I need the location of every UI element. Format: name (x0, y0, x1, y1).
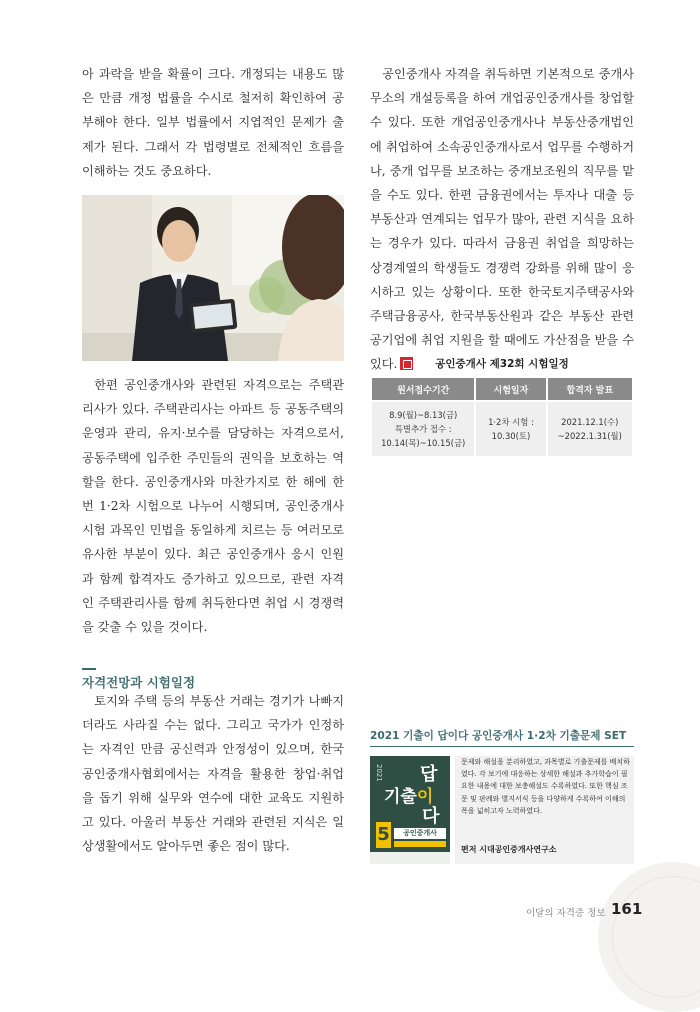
book-title-part: 기출 (384, 787, 417, 807)
cell-line: 8.9(월)~8.13(금) (389, 410, 458, 420)
exam-date-cell (476, 400, 545, 456)
book-band (394, 841, 446, 847)
page-number: 161 (611, 900, 643, 918)
book-cover-image (370, 756, 450, 864)
paragraph: 한편 공인중개사와 관련된 자격으로는 주택관리사가 있다. 주택관리사는 아파트 등 공동주택의 운영과 관리, 유지·보수를 담당하는 자격으로서, 공동주택에 입주한 주민들의 권익을 보호하는 역할을 한다. 공인중개사와 마찬가지로 한 해에 한 번 1·2차 시험으로 나누어 시행되며, 공인중개사 시험 과목인 민법을 동일하게 치르는 등 여러모로 유사한 부분이 있다. 최근 공인중개사 응시 인원과 함께 합격자도 증가하고 있으므로, 관련 자격인 주택관리사를 함께 취득한다면 취업 시 경쟁력을 갖출 수 있을 것이다. (82, 378, 344, 635)
table-header: 합격자 발표 (548, 378, 633, 400)
application-period-cell (372, 400, 474, 456)
paragraph: 공인중개사 자격을 취득하면 기본적으로 중개사무소의 개설등록을 하여 개업공인중개사를 창업할 수 있다. 또한 개업공인중개사나 부동산중개법인에 취업하여 소속공인중개사로서 업무를 수행하거나, 중개 업무를 보조하는 중개보조원의 직무를 맡을 수도 있다. 한편 금융권에서는 투자나 대출 등 부동산과 연계되는 업무가 많아, 관련 지식을 요하는 경우가 있다. 따라서 금융권 취업을 희망하는 상경계열의 학생들도 경쟁력 강화를 위해 많이 응시하고 있는 상황이다. 또한 한국토지주택공사와 주택금융공사, 한국부동산원과 같은 부동산 관련 공기업에 취업 지원을 할 때에도 가산점을 받을 수 있다. (370, 67, 634, 372)
book-ad-description: 문제와 해설을 분리하였고, 과목별로 기출문제를 배치하였다. 각 보기에 대응하는 상세한 해설과 추가학습이 필요한 내용에 대한 보충해설도 수록하였다. 또한 핵심 조문 및 판례와 별지서식 등을 다양하게 수록하여 이해의 폭을 넓히고자 노력하였다. (461, 758, 630, 815)
cell-line: 1·2차 시험 : (488, 417, 534, 427)
book-title-part: 답 (420, 764, 438, 785)
result-date-cell (548, 400, 633, 456)
book-ad-author: 편저 시대공인중개사연구소 (461, 845, 557, 854)
table-header: 시험일자 (476, 378, 545, 400)
cell-line: 10.30(토) (491, 431, 531, 441)
book-title-part: 이 (416, 787, 434, 807)
schedule-table-title: 공인중개사 제32회 시험일정 (435, 358, 569, 370)
cell-line: 2021.12.1(수) (561, 417, 619, 427)
cell-line: ~2022.1.31(월) (557, 431, 622, 441)
section-heading: 자격전망과 시험일정 (82, 675, 196, 690)
book-year: 2021 (375, 764, 383, 782)
book-ad-description-box (455, 756, 634, 864)
article-paragraph-career (370, 62, 634, 377)
article-paragraph-housing-manager (82, 373, 344, 639)
article-paragraph-intro-end (82, 62, 344, 183)
consultation-photo (82, 195, 344, 361)
book-subtitle: 공인중개사 (394, 828, 446, 839)
paragraph: 토지와 주택 등의 부동산 거래는 경기가 나빠지더라도 사라질 수는 없다. 그리고 국가가 인정하는 자격인 만큼 공신력과 안정성이 있으며, 한국공인중개사협회에서는 자격을 활용한 창업·취업을 돕기 위해 실무와 연수에 대한 교육도 지원하고 있다. 아울러 부동산 거래와 관련된 지식은 일상생활에서도 알아두면 좋은 점이 많다. (82, 694, 344, 854)
cell-line: 특별추가 접수 : (394, 424, 452, 434)
paragraph: 아 과락을 받을 확률이 크다. 개정되는 내용도 많은 만큼 개정 법률을 수시로 철저히 확인하여 공부해야 한다. 일부 법률에서 지엽적인 문제가 출제가 된다. 그래서 각 법령별로 전체적인 흐름을 이해하는 것도 중요하다. (82, 67, 344, 178)
book-ad-title: 2021 기출이 답이다 공인중개사 1·2차 기출문제 SET (370, 730, 627, 742)
footer-label: 이달의 자격증 정보 (526, 908, 606, 919)
footer-decoration (598, 862, 700, 1012)
book-title-part: 다 (422, 806, 440, 827)
table-header: 원서접수기간 (372, 378, 474, 400)
book-ad-rule (370, 746, 634, 747)
table-row (372, 400, 632, 456)
article-paragraph-outlook (82, 689, 344, 858)
cell-line: 10.14(목)~10.15(금) (381, 438, 466, 448)
book-footer-band (370, 852, 450, 864)
section-heading-rule (82, 668, 96, 670)
schedule-table (370, 378, 634, 456)
book-edition-number: 5 (376, 822, 391, 848)
